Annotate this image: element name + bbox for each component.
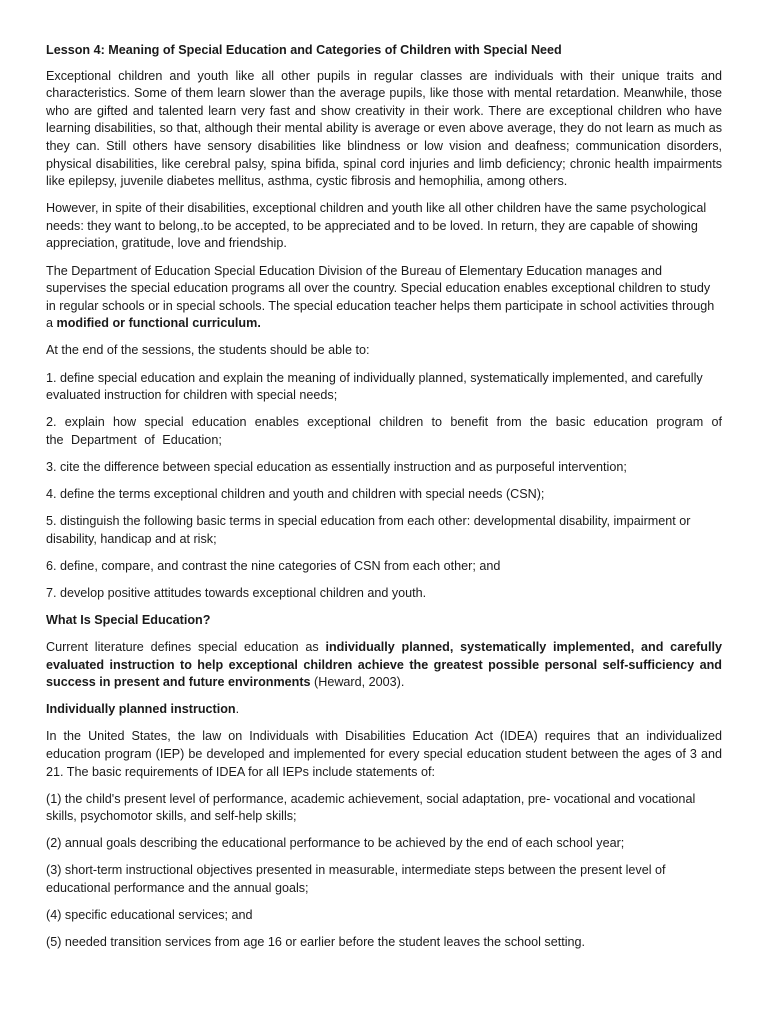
subheading: [46, 701, 722, 719]
objective-item: 6. define, compare, and contrast the nine categories of CSN from each other; and: [46, 558, 501, 573]
iep-item: (3) short-term instructional objectives presented in measurable, intermediate steps between the present level of educational performance and the annual goals;: [46, 863, 666, 896]
objective-item: 1. define special education and explain the meaning of individually planned, systematically implemented, and carefully evaluated instruction for children with special needs;: [46, 370, 703, 403]
document-page: [46, 42, 722, 961]
psych-needs-paragraph: However, in spite of their disabilities, exceptional children and youth like all other children have the same psychological needs: they want to belong,.to be accepted, to be appreciated and to be loved. In return, they are capable of showing appreciation, gratitude, love and friendship.: [46, 201, 707, 251]
idea-paragraph: In the United States, the law on Individuals with Disabilities Education Act (IDEA) requires that an individualized education program (IEP) be developed and implemented for every special education student between the ages of 3 and 21. The basic requirements of IDEA for all IEPs include statements of:: [46, 729, 722, 779]
subheading-tail: .: [235, 702, 240, 717]
definition-emphasis: individually planned, systematically implemented, and carefully evaluated instruction to help exceptional children achieve the greatest possible personal self-sufficiency and success in present and future environments: [46, 640, 722, 690]
section-heading: What Is Special Education?: [46, 612, 211, 627]
objective-item: 7. develop positive attitudes towards exceptional children and youth.: [46, 585, 427, 600]
definition-lead: Current literature defines special education as: [46, 640, 326, 655]
iep-item: (5) needed transition services from age 16 or earlier before the student leaves the school setting.: [46, 935, 586, 950]
curriculum-emphasis: modified or functional curriculum.: [56, 316, 261, 331]
objective-item: 3. cite the difference between special education as essentially instruction and as purposeful intervention;: [46, 459, 627, 474]
definition-citation: (Heward, 2003).: [310, 675, 405, 690]
objectives-intro: At the end of the sessions, the students should be able to:: [46, 343, 370, 358]
iep-item: (1) the child's present level of performance, academic achievement, social adaptation, pre- vocational and vocational skills, psychomotor skills, and self-help skills;: [46, 791, 696, 824]
lesson-title: Lesson 4: Meaning of Special Education and Categories of Children with Special Need: [46, 43, 562, 57]
objective-item: 2. explain how special education enables exceptional children to benefit from the basic education program of the Department of Education;: [46, 415, 722, 447]
iep-item: (2) annual goals describing the educational performance to be achieved by the end of each school year;: [46, 836, 625, 851]
objective-item: 5. distinguish the following basic terms in special education from each other: developmental disability, impairment or disability, handicap and at risk;: [46, 514, 691, 546]
objective-item: 4. define the terms exceptional children and youth and children with special needs (CSN);: [46, 486, 545, 501]
iep-item: (4) specific educational services; and: [46, 908, 253, 923]
deped-paragraph-text: The Department of Education Special Education Division of the Bureau of Elementary Education manages and supervises the special education programs all over the country. Special education enables exceptional children to study in regular schools or in special schools. The special education teacher helps them participate in school activities through a: [46, 263, 715, 331]
definition-paragraph: [46, 639, 722, 692]
deped-paragraph: [46, 263, 722, 333]
intro-paragraph: Exceptional children and youth like all other pupils in regular classes are individuals with their unique traits and characteristics. Some of them learn slower than the average pupils, like those with mental retardation. Meanwhile, those who are gifted and talented learn very fast and show creativity in their work. There are exceptional children who have learning disabilities, so that, although their mental ability is average or even above average, they do not learn as much as they can. Still others have sensory disabilities like blindness or low vision and deafness; communication disorders, physical disabilities, like cerebral palsy, spina bifida, spinal cord injuries and limb deficiency; chronic health impairments like epilepsy, juvenile diabetes mellitus, asthma, cystic fibrosis and hemophilia, among others.: [46, 68, 722, 189]
subheading-bold: Individually planned instruction: [46, 702, 236, 717]
